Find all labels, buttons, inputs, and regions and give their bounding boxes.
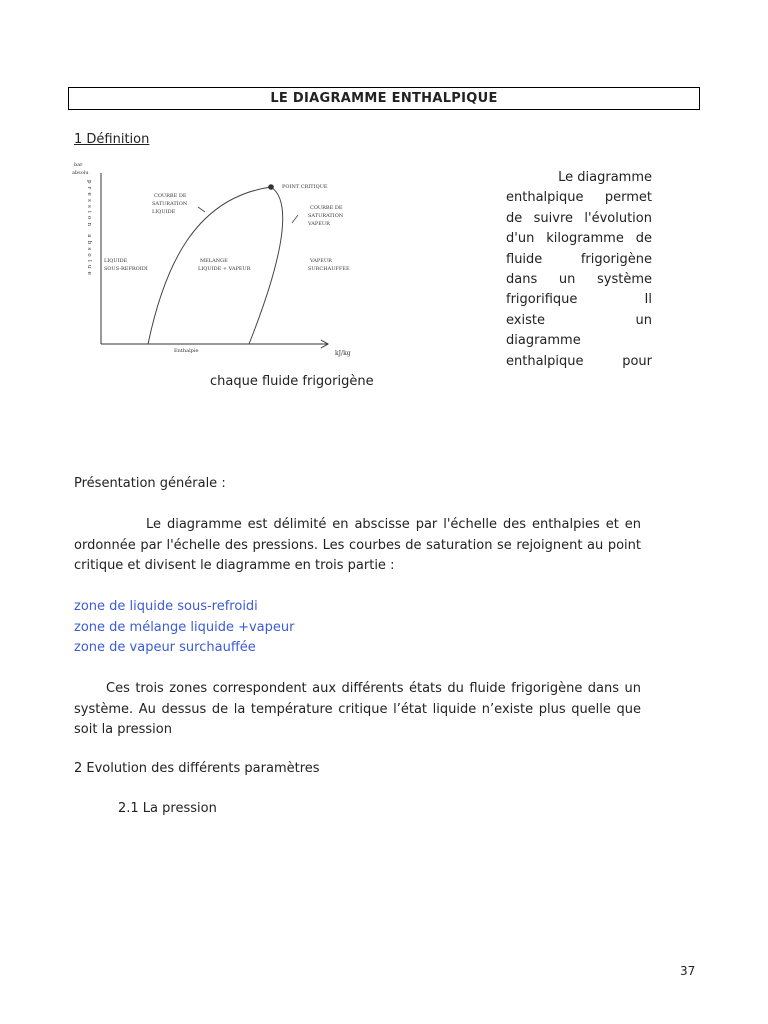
sat-liquid-label-3: LIQUIDE: [152, 209, 176, 215]
definition-word: de: [506, 210, 523, 226]
zone-item-liquid: zone de liquide sous-refroidi: [74, 599, 258, 614]
definition-line: [506, 290, 652, 310]
sat-vapor-label-2: SATURATION: [308, 213, 344, 219]
page-title: LE DIAGRAMME ENTHALPIQUE: [270, 91, 498, 106]
definition-word: frigorigène: [580, 251, 652, 267]
definition-word: existe: [506, 312, 545, 328]
definition-line: [506, 168, 652, 188]
zone-item-mix: zone de mélange liquide +vapeur: [74, 619, 295, 635]
definition-word: un: [635, 312, 652, 328]
definition-word: pour: [622, 353, 652, 369]
zones-paragraph: Ces trois zones correspondent aux différents états du fluide frigorigène dans un système. Au dessus de la température critique l’état liquide n’existe plus quelle que soit la pression: [74, 681, 641, 737]
definition-line: [506, 311, 652, 331]
title-box: [68, 87, 700, 110]
definition-word: suivre: [533, 210, 574, 226]
zone-mix-label-1: MELANGE: [200, 258, 228, 264]
definition-word: kilogramme: [546, 231, 624, 247]
definition-word: fluide: [506, 251, 543, 267]
definition-line: [506, 331, 652, 351]
presentation-heading: Présentation générale :: [74, 476, 226, 491]
zone-item-vapor: zone de vapeur surchauffée: [74, 640, 256, 655]
zone-liquid-label-2: SOUS-REFROIDI: [104, 266, 148, 272]
definition-word: Le diagramme: [558, 170, 652, 185]
sat-liquid-label-1: COURBE DE: [154, 193, 187, 199]
section-heading-evolution: 2 Evolution des différents paramètres: [74, 761, 320, 776]
zone-list: [74, 597, 295, 659]
x-axis-unit: kJ/kg: [335, 350, 351, 357]
sat-vapor-label-3: VAPEUR: [308, 221, 330, 227]
zone-mix-label-2: LIQUIDE + VAPEUR: [198, 266, 251, 272]
definition-word: un: [558, 272, 576, 288]
definition-line: [506, 352, 652, 372]
definition-line: [506, 229, 652, 249]
zone-vapor-label-2: SURCHAUFFEE: [308, 266, 350, 272]
definition-word: d'un: [506, 231, 535, 247]
definition-line: [506, 188, 652, 208]
definition-word: permet: [604, 190, 652, 206]
critical-point-label: POINT CRITIQUE: [282, 184, 328, 190]
page-number: 37: [680, 964, 696, 978]
section-heading-definition: 1 Définition: [74, 132, 150, 147]
y-axis-vertical-label: pression absolue: [86, 180, 92, 279]
zone-liquid-label-1: LIQUIDE: [104, 258, 128, 264]
definition-line: [506, 209, 652, 229]
presentation-paragraph: Le diagramme est délimité en abscisse par l'échelle des enthalpies et en ordonnée par l'échelle des pressions. Les courbes de saturation se rejoignent au point critique et divisent le diagramme en trois partie :: [74, 517, 641, 573]
y-axis-label-2: absolu: [72, 170, 89, 176]
definition-word: dans: [506, 272, 538, 288]
subsection-heading-pressure: 2.1 La pression: [118, 801, 217, 816]
definition-word: l'évolution: [584, 210, 652, 226]
definition-word: système: [597, 272, 652, 288]
definition-word: de: [635, 231, 652, 247]
definition-line: [506, 270, 652, 290]
definition-line: [506, 250, 652, 270]
definition-word: Il: [644, 292, 652, 308]
definition-word: diagramme: [506, 333, 581, 349]
zone-vapor-label-1: VAPEUR: [310, 258, 332, 264]
sat-vapor-label-1: COURBE DE: [310, 205, 343, 211]
definition-word: frigorifique: [506, 292, 578, 308]
sat-liquid-label-2: SATURATION: [152, 201, 188, 207]
definition-caption: chaque fluide frigorigène: [210, 374, 374, 389]
critical-point-marker: [268, 184, 274, 190]
definition-word: enthalpique: [506, 353, 584, 369]
definition-text: [506, 168, 652, 372]
enthalpy-diagram: [66, 158, 366, 360]
x-axis-label: Enthalpie: [174, 348, 199, 354]
definition-word: enthalpique: [506, 190, 584, 206]
y-axis-label-1: bar: [74, 162, 83, 168]
